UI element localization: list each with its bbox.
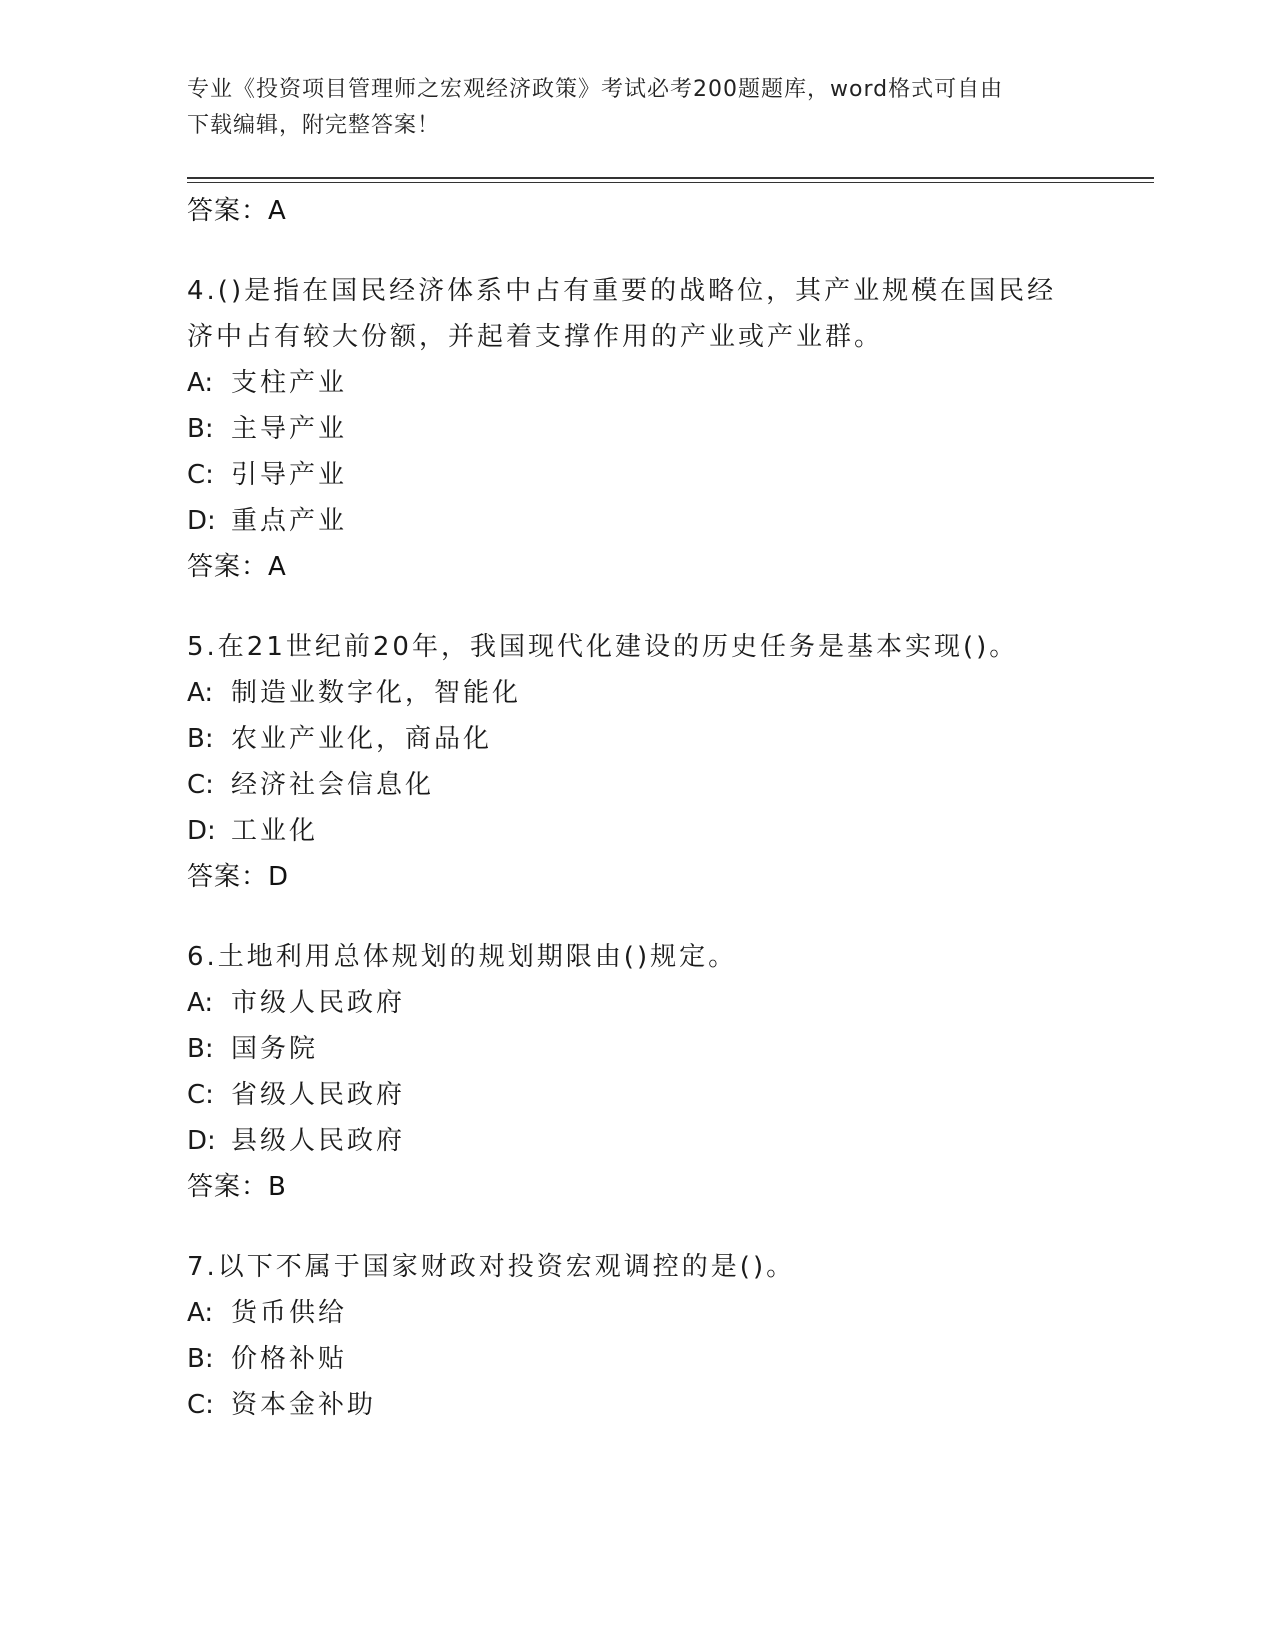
option-letter: B:: [187, 414, 214, 444]
option-letter: A:: [187, 678, 214, 708]
answer-label: 答案：D: [187, 862, 290, 892]
option-letter: C:: [187, 460, 214, 490]
question-list: [187, 188, 1087, 1428]
header-divider-thick: [187, 177, 1154, 179]
option-a: [187, 1290, 1087, 1336]
option-b: [187, 1336, 1087, 1382]
option-text: 县级人民政府: [231, 1126, 406, 1156]
option-text: 资本金补助: [231, 1390, 377, 1420]
option-letter: D:: [187, 816, 216, 846]
option-letter: C:: [187, 770, 214, 800]
question-text-continued: 济中占有较大份额，并起着支撑作用的产业或产业群。: [187, 322, 884, 352]
option-letter: B:: [187, 1034, 214, 1064]
option-d: [187, 1118, 1087, 1164]
option-a: [187, 670, 1087, 716]
option-a: [187, 980, 1087, 1026]
option-text: 主导产业: [231, 414, 348, 444]
option-text: 价格补贴: [231, 1344, 348, 1374]
option-c: [187, 452, 1087, 498]
option-b: [187, 1026, 1087, 1072]
option-letter: D:: [187, 506, 216, 536]
option-text: 支柱产业: [231, 368, 348, 398]
question-6: [187, 934, 1087, 1210]
answer-label: 答案：A: [187, 196, 287, 226]
option-letter: A:: [187, 368, 214, 398]
option-d: [187, 808, 1087, 854]
option-b: [187, 406, 1087, 452]
option-letter: C:: [187, 1390, 214, 1420]
option-c: [187, 1382, 1087, 1428]
option-text: 制造业数字化，智能化: [231, 678, 522, 708]
question-text: 5.在21世纪前20年，我国现代化建设的历史任务是基本实现()。: [187, 632, 1019, 662]
option-b: [187, 716, 1087, 762]
option-text: 经济社会信息化: [231, 770, 435, 800]
option-letter: D:: [187, 1126, 216, 1156]
question-7: [187, 1244, 1087, 1428]
question-text: 6.土地利用总体规划的规划期限由()规定。: [187, 942, 738, 972]
option-letter: B:: [187, 1344, 214, 1374]
option-letter: A:: [187, 988, 214, 1018]
option-text: 农业产业化，商品化: [231, 724, 493, 754]
option-text: 国务院: [231, 1034, 319, 1064]
answer-label: 答案：B: [187, 1172, 287, 1202]
option-text: 引导产业: [231, 460, 348, 490]
option-text: 市级人民政府: [231, 988, 406, 1018]
option-text: 货币供给: [231, 1298, 348, 1328]
document-header: [187, 72, 1087, 144]
question-text: 7.以下不属于国家财政对投资宏观调控的是()。: [187, 1252, 796, 1282]
question-4: [187, 268, 1087, 590]
option-text: 工业化: [231, 816, 319, 846]
option-a: [187, 360, 1087, 406]
option-letter: A:: [187, 1298, 214, 1328]
header-line-2: 下载编辑，附完整答案！: [187, 113, 441, 138]
option-c: [187, 762, 1087, 808]
header-divider-thin: [187, 182, 1154, 183]
question-5: [187, 624, 1087, 900]
option-c: [187, 1072, 1087, 1118]
answer-label: 答案：A: [187, 552, 287, 582]
option-letter: B:: [187, 724, 214, 754]
header-line-1: 专业《投资项目管理师之宏观经济政策》考试必考200题题库，word格式可自由: [187, 77, 1004, 102]
option-text: 省级人民政府: [231, 1080, 406, 1110]
question-text: 4.()是指在国民经济体系中占有重要的战略位，其产业规模在国民经: [187, 276, 1057, 306]
option-letter: C:: [187, 1080, 214, 1110]
option-text: 重点产业: [231, 506, 348, 536]
option-d: [187, 498, 1087, 544]
